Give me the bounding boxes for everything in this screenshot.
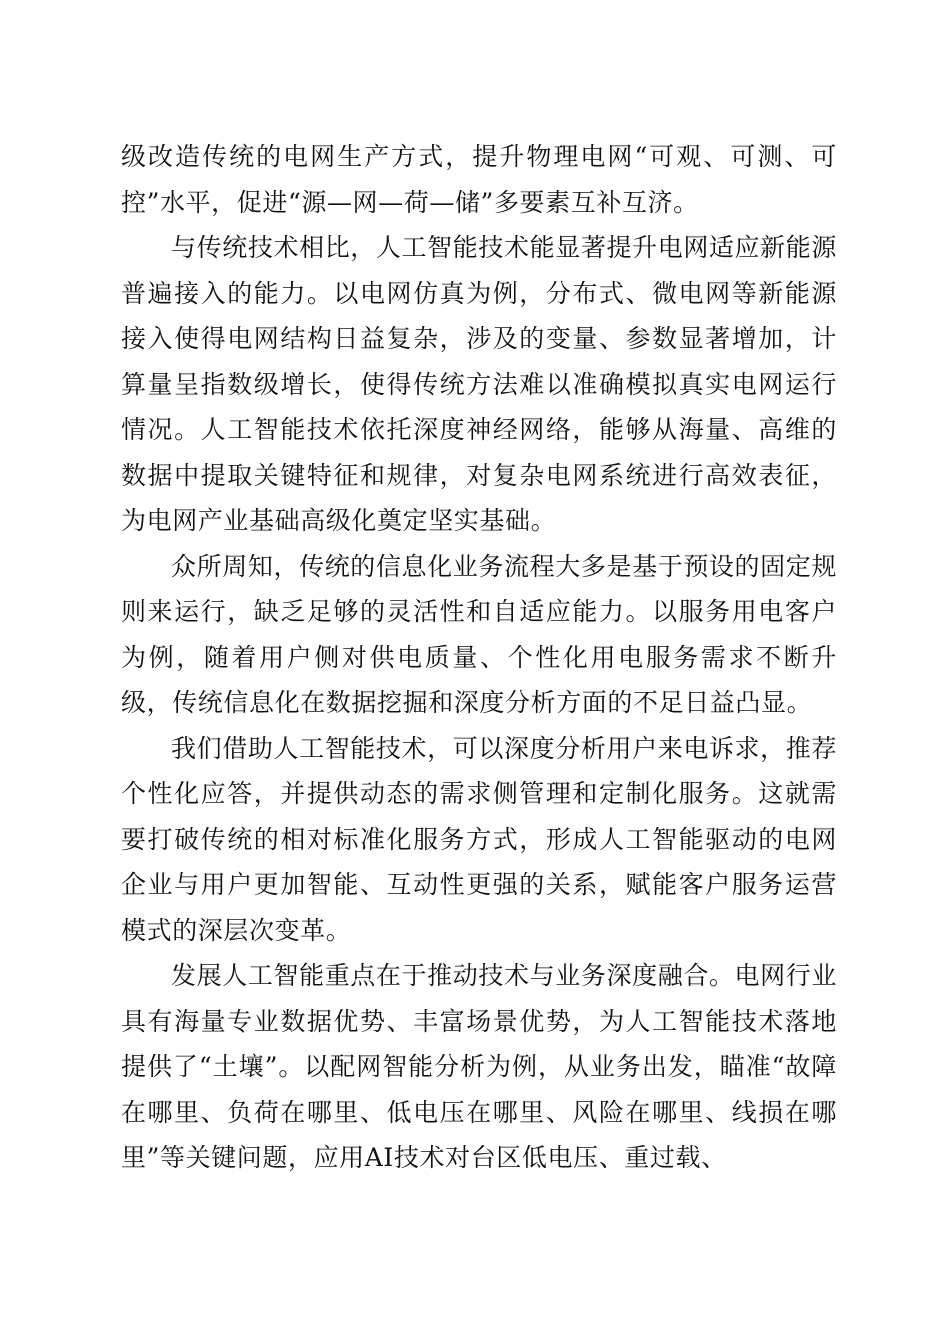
paragraph-integration: 发展人工智能重点在于推动技术与业务深度融合。电网行业具有海量专业数据优势、丰富场景优势，为人工智能技术落地提供了“土壤”。以配网智能分析为例，从业务出发，瞄准“故障在哪里、负荷在哪里、低电压在哪里、风险在哪里、线损在哪里”等关键问题，应用AI技术对台区低电压、重过载、	[121, 961, 837, 1172]
paragraph-informatization: 众所周知，传统的信息化业务流程大多是基于预设的固定规则来运行，缺乏足够的灵活性和自适应能力。以服务用电客户为例，随着用户侧对供电质量、个性化用电服务需求不断升级，传统信息化在数据挖掘和深度分析方面的不足日益凸显。	[121, 551, 837, 717]
paragraph-customer-service: 我们借助人工智能技术，可以深度分析用户来电诉求，推荐个性化应答，并提供动态的需求侧管理和定制化服务。这就需要打破传统的相对标准化服务方式，形成人工智能驱动的电网企业与用户更加智能、互动性更强的关系，赋能客户服务运营模式的深层次变革。	[121, 733, 837, 945]
paragraph-continuation: 级改造传统的电网生产方式，提升物理电网“可观、可测、可控”水平，促进“源—网—荷—储”多要素互补互济。	[121, 142, 837, 217]
article-body	[121, 134, 837, 1181]
paragraph-ai-vs-traditional: 与传统技术相比，人工智能技术能显著提升电网适应新能源普遍接入的能力。以电网仿真为例，分布式、微电网等新能源接入使得电网结构日益复杂，涉及的变量、参数显著增加，计算量呈指数级增长，使得传统方法难以准确模拟真实电网运行情况。人工智能技术依托深度神经网络，能够从海量、高维的数据中提取关键特征和规律，对复杂电网系统进行高效表征，为电网产业基础高级化奠定坚实基础。	[121, 233, 837, 535]
